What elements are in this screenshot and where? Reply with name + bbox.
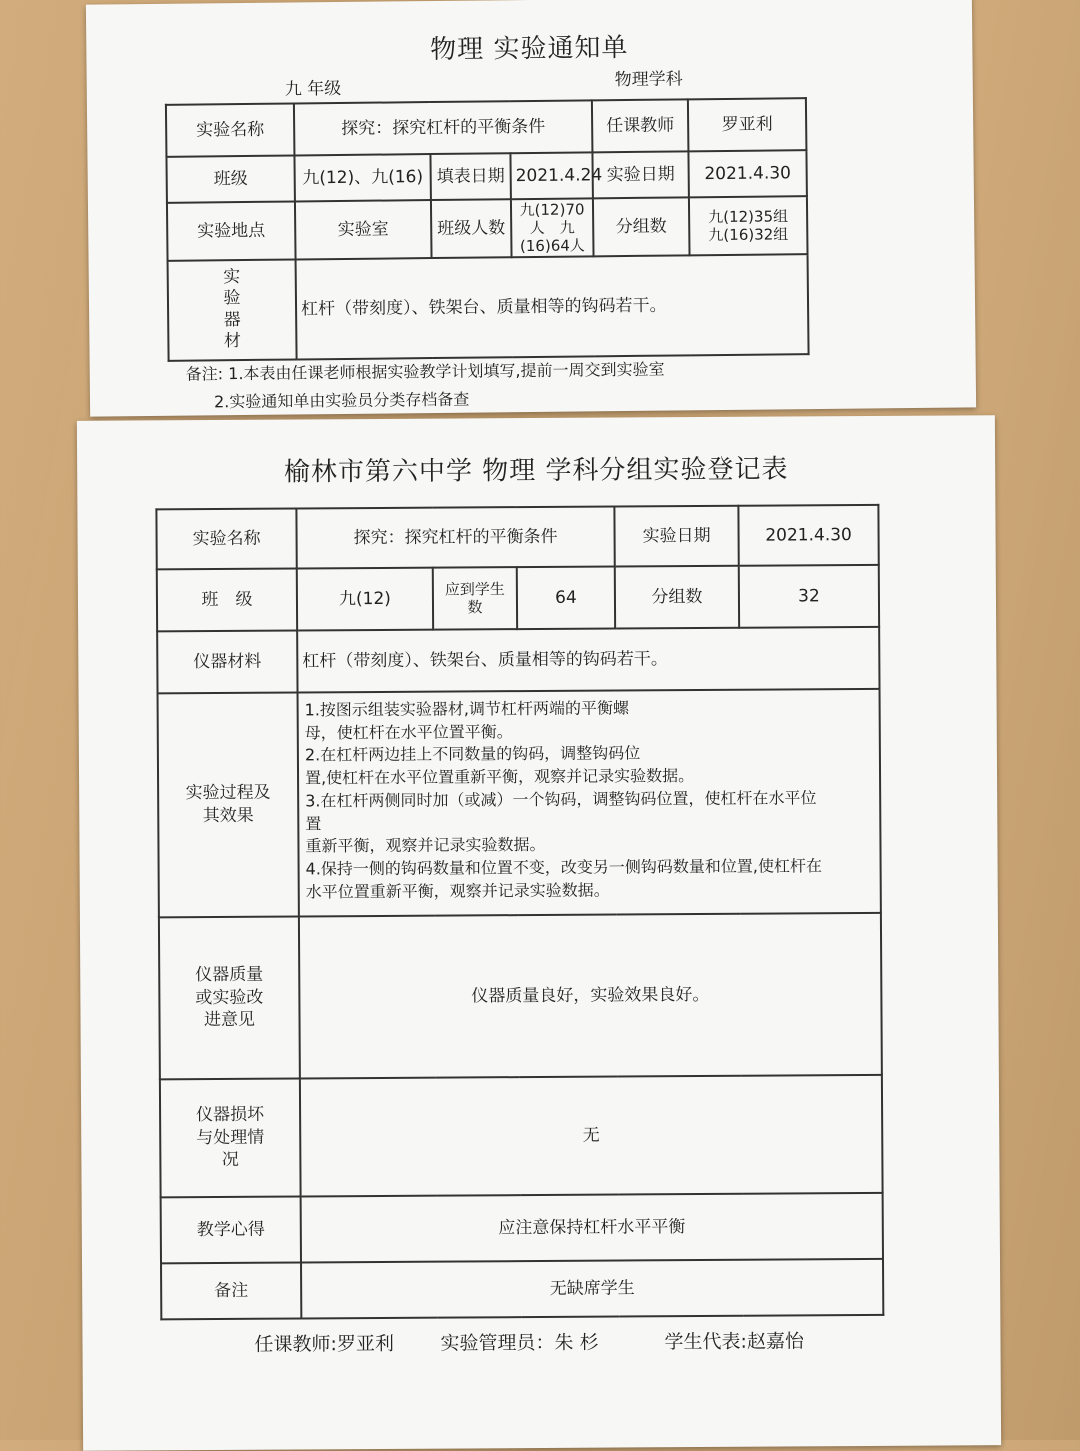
register-damage-value: 无	[300, 1075, 883, 1197]
notice-row-place	[167, 196, 808, 261]
notice-group-label: 分组数	[593, 197, 690, 256]
notice-title: 物理 实验通知单	[430, 32, 629, 66]
notice-place-label: 实验地点	[167, 201, 296, 260]
footer-teacher: 任课教师:罗亚利	[254, 1332, 394, 1356]
notice-group-value	[689, 196, 808, 255]
process-line: 2.在杠杆两边挂上不同数量的钩码，调整钩码位	[304, 743, 641, 765]
process-line: 1.按图示组装实验器材,调节杠杆两端的平衡螺	[304, 698, 630, 720]
notice-name-label: 实验名称	[166, 103, 295, 156]
register-process-label: 实验过程及其效果	[185, 782, 271, 827]
process-line: 重新平衡，观察并记录实验数据。	[305, 835, 546, 856]
notice-grade: 九 年级	[284, 78, 342, 100]
register-group-value: 32	[739, 565, 879, 628]
notice-group-value-1: 九(12)35组	[708, 207, 789, 227]
register-quality-label-cell	[159, 916, 300, 1079]
process-line: 置,使杠杆在水平位置重新平衡，观察并记录实验数据。	[304, 766, 695, 788]
register-row-class	[157, 565, 879, 631]
notice-name-value: 探究：探究杠杆的平衡条件	[294, 100, 593, 155]
notice-group-value-2: 九(16)32组	[708, 225, 789, 245]
notice-equip-value: 杠杆（带刻度）、铁架台、质量相等的钩码若干。	[296, 254, 809, 359]
notice-place-value: 实验室	[295, 200, 432, 259]
notice-exp-date-label: 实验日期	[592, 151, 688, 198]
notice-row-name	[166, 98, 807, 157]
notice-note-1: 备注: 1.本表由任课老师根据实验教学计划填写,提前一周交到实验室	[185, 359, 665, 384]
notice-equip-label: 实验器材	[223, 267, 242, 352]
register-students-label: 应到学生数	[433, 567, 517, 630]
notice-row-class	[166, 150, 806, 203]
notice-fill-date-value: 2021.4.24	[510, 152, 592, 199]
register-quality-label: 仪器质量或实验改进意见	[195, 964, 264, 1031]
notice-teacher-value: 罗亚利	[688, 98, 807, 151]
register-exp-date-label: 实验日期	[614, 506, 738, 567]
notice-table	[165, 97, 810, 362]
register-sheet	[77, 415, 1001, 1451]
register-name-value: 探究：探究杠杆的平衡条件	[296, 507, 614, 569]
register-remark-label: 备注	[161, 1262, 301, 1319]
register-row-insight	[161, 1193, 883, 1263]
notice-note-2: 2.实验通知单由实验员分类存档备查	[213, 389, 470, 412]
register-table	[155, 504, 884, 1320]
register-insight-label: 教学心得	[161, 1196, 301, 1263]
notice-class-label: 班级	[166, 155, 294, 202]
register-row-remark	[161, 1259, 883, 1319]
register-quality-value: 仪器质量良好，实验效果良好。	[299, 913, 882, 1079]
register-remark-value: 无缺席学生	[301, 1259, 883, 1319]
notice-count-value: 九(12)70人 九(16)64人	[511, 198, 594, 257]
register-insight-value: 应注意保持杠杆水平平衡	[301, 1193, 883, 1263]
notice-fill-date-label: 填表日期	[430, 153, 510, 200]
process-line: 3.在杠杆两侧同时加（或减）一个钩码，调整钩码位置，使杠杆在水平位	[305, 788, 817, 811]
notice-class-value: 九(12)、九(16)	[294, 154, 430, 201]
notice-count-label: 班级人数	[431, 199, 512, 258]
register-materials-label: 仪器材料	[157, 630, 297, 693]
register-students-value: 64	[517, 567, 615, 630]
register-process-label-cell	[158, 692, 299, 917]
process-line: 4.保持一侧的钩码数量和位置不变，改变另一侧钩码数量和位置,使杠杆在	[305, 856, 823, 879]
register-materials-value: 杠杆（带刻度）、铁架台、质量相等的钩码若干。	[297, 627, 879, 693]
register-class-value: 九(12)	[297, 568, 433, 631]
notice-sheet	[86, 0, 976, 417]
register-row-quality	[159, 913, 882, 1079]
register-damage-label-cell	[160, 1078, 301, 1197]
notice-equip-label-cell	[168, 259, 297, 360]
notice-row-equip	[168, 254, 809, 361]
register-row-process	[158, 689, 881, 917]
register-class-label: 班 级	[157, 568, 297, 631]
register-row-materials	[157, 627, 879, 693]
footer-student-rep: 学生代表:赵嘉怡	[664, 1330, 804, 1354]
footer-admin: 实验管理员：朱 杉	[440, 1331, 599, 1355]
register-damage-label: 仪器损坏与处理情况	[196, 1104, 265, 1171]
register-title: 榆林市第六中学 物理 学科分组实验登记表	[283, 454, 789, 488]
process-line: 水平位置重新平衡，观察并记录实验数据。	[305, 880, 610, 902]
notice-exp-date-value: 2021.4.30	[688, 150, 806, 197]
notice-subject: 物理学科	[614, 69, 683, 91]
register-exp-date-value: 2021.4.30	[738, 505, 878, 566]
register-group-label: 分组数	[615, 566, 739, 629]
register-process-value	[298, 689, 881, 917]
process-line: 置	[305, 813, 322, 834]
register-name-label: 实验名称	[156, 508, 296, 569]
process-line: 母，使杠杆在水平位置平衡。	[304, 721, 513, 743]
register-row-name	[156, 505, 878, 569]
register-row-damage	[160, 1075, 883, 1197]
notice-teacher-label: 任课教师	[592, 99, 689, 152]
